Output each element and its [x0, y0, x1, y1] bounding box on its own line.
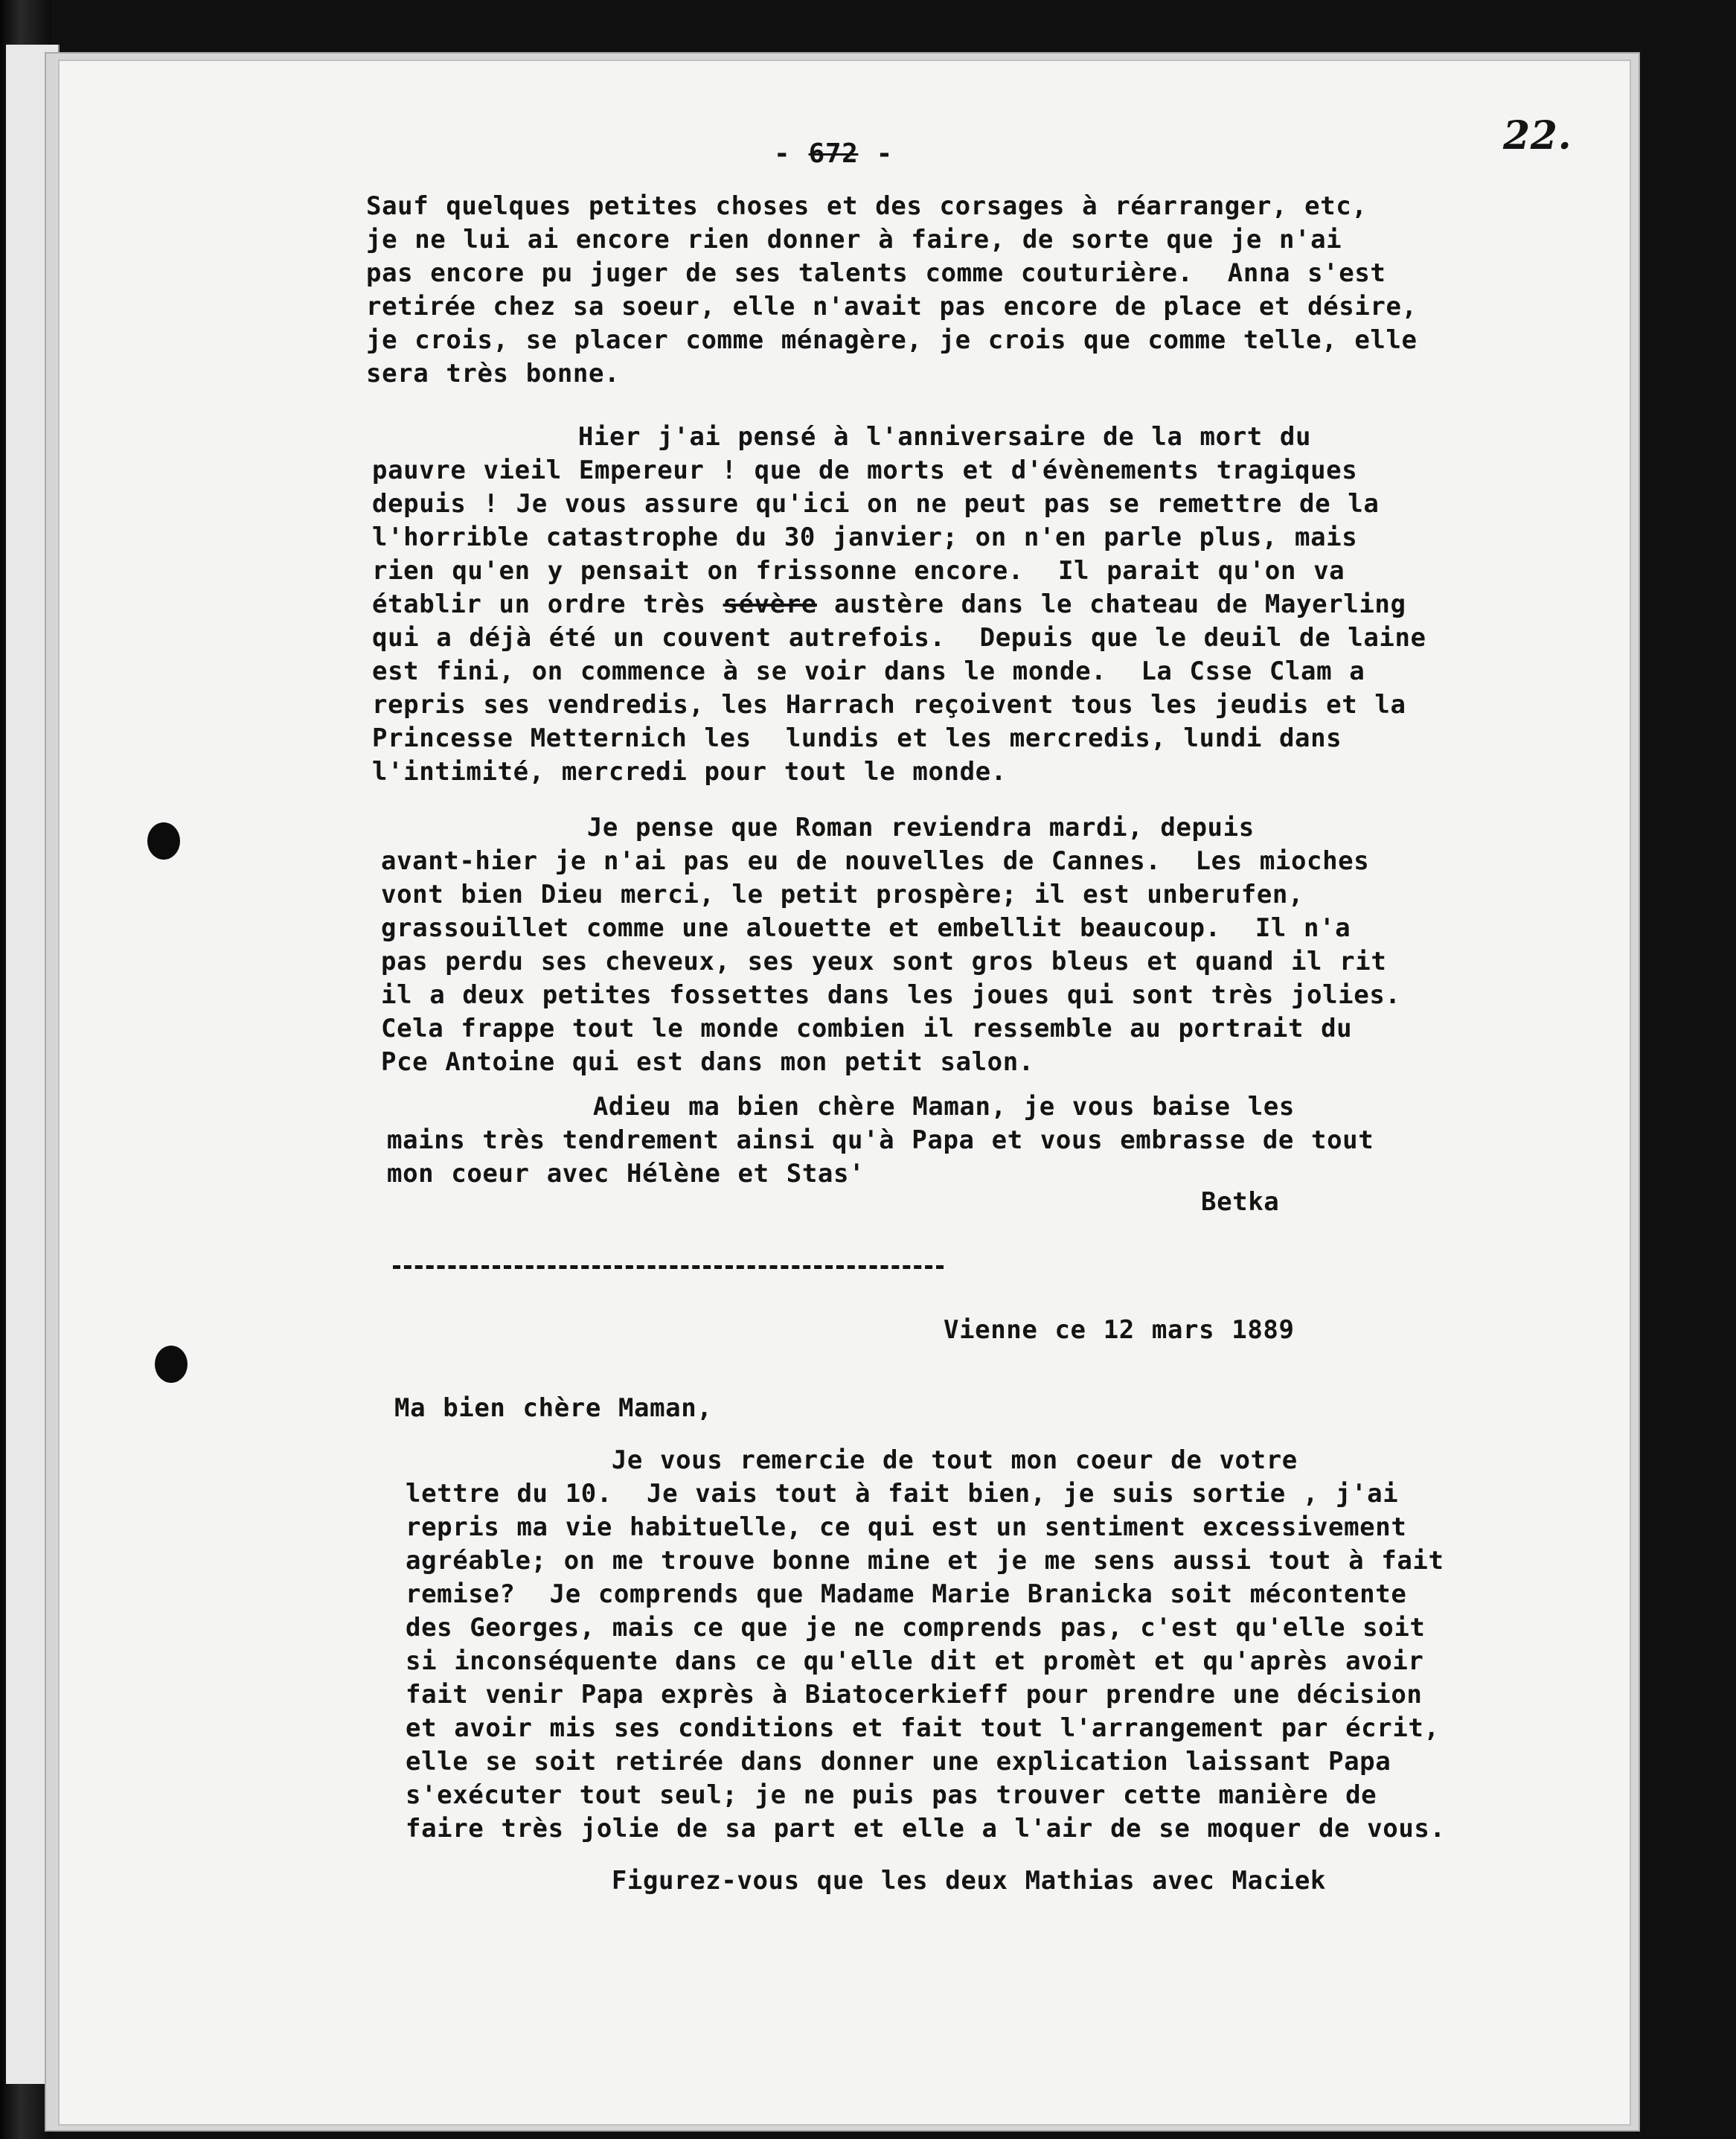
- text-line: il a deux petites fossettes dans les joues qui sont très jolies.: [381, 980, 1401, 1010]
- handwritten-folio: 22.: [1503, 113, 1572, 159]
- text-line: Je pense que Roman reviendra mardi, depuis: [381, 813, 1255, 843]
- text-line: mon coeur avec Hélène et Stas': [387, 1159, 865, 1189]
- text-line: pauvre vieil Empereur ! que de morts et d'évènements tragiques: [372, 455, 1358, 485]
- text-line: s'exécuter tout seul; je ne puis pas trouver cette manière de: [406, 1780, 1377, 1810]
- letter-separator: [393, 1265, 944, 1269]
- page-number-prefix: -: [774, 138, 809, 169]
- text-fragment: austère dans le chateau de Mayerling: [816, 589, 1406, 619]
- text-line: lettre du 10. Je vais tout à fait bien, je suis sortie , j'ai: [406, 1479, 1399, 1509]
- text-fragment: établir un ordre très: [372, 589, 723, 619]
- text-line: si inconséquente dans ce qu'elle dit et promèt et qu'après avoir: [406, 1646, 1424, 1676]
- text-line: qui a déjà été un couvent autrefois. Depuis que le deuil de laine: [372, 623, 1426, 653]
- text-line: pas perdu ses cheveux, ses yeux sont gros bleus et quand il rit: [381, 947, 1387, 976]
- text-line: Sauf quelques petites choses et des corsages à réarranger, etc,: [366, 191, 1368, 221]
- text-line: je ne lui ai encore rien donner à faire, de sorte que je n'ai: [366, 225, 1342, 255]
- text-line: remise? Je comprends que Madame Marie Branicka soit mécontente: [406, 1579, 1407, 1609]
- text-line: agréable; on me trouve bonne mine et je me sens aussi tout à fait: [406, 1546, 1444, 1576]
- salutation: Ma bien chère Maman,: [394, 1393, 713, 1423]
- text-line: repris ses vendredis, les Harrach reçoivent tous les jeudis et la: [372, 690, 1406, 720]
- text-line: Adieu ma bien chère Maman, je vous baise les: [387, 1092, 1295, 1122]
- text-line: rien qu'en y pensait on frissonne encore. Il parait qu'on va: [372, 556, 1345, 586]
- text-line: et avoir mis ses conditions et fait tout l'arrangement par écrit,: [406, 1713, 1440, 1743]
- text-line: Cela frappe tout le monde combien il ressemble au portrait du: [381, 1014, 1353, 1043]
- text-line: vont bien Dieu merci, le petit prospère; il est unberufen,: [381, 880, 1304, 909]
- text-line: Figurez-vous que les deux Mathias avec Maciek: [406, 1866, 1326, 1896]
- text-line: Princesse Metternich les lundis et les mercredis, lundi dans: [372, 723, 1342, 753]
- text-line: repris ma vie habituelle, ce qui est un sentiment excessivement: [406, 1512, 1407, 1542]
- text-line: je crois, se placer comme ménagère, je crois que comme telle, elle: [366, 325, 1418, 355]
- text-line: l'intimité, mercredi pour tout le monde.: [372, 757, 1007, 787]
- text-line: faire très jolie de sa part et elle a l'air de se moquer de vous.: [406, 1814, 1446, 1844]
- text-line: depuis ! Je vous assure qu'ici on ne peut pas se remettre de la: [372, 489, 1380, 519]
- text-line: fait venir Papa exprès à Biatocerkieff pour prendre une décision: [406, 1680, 1423, 1710]
- page-number-suffix: -: [858, 138, 893, 169]
- text-line: [372, 589, 1406, 619]
- text-line: pas encore pu juger de ses talents comme couturière. Anna s'est: [366, 258, 1386, 288]
- struck-out-word: sévère: [723, 589, 817, 619]
- text-line: des Georges, mais ce que je ne comprends pas, c'est qu'elle soit: [406, 1613, 1426, 1643]
- text-line: sera très bonne.: [366, 359, 621, 389]
- text-line: retirée chez sa soeur, elle n'avait pas encore de place et désire,: [366, 292, 1418, 322]
- text-line: grassouillet comme une alouette et embellit beaucoup. Il n'a: [381, 913, 1351, 943]
- text-line: Je vous remercie de tout mon coeur de votre: [406, 1445, 1298, 1475]
- text-line: mains très tendrement ainsi qu'à Papa et vous embrasse de tout: [387, 1125, 1374, 1155]
- page-number-struck: 672: [808, 138, 859, 169]
- text-line: Pce Antoine qui est dans mon petit salon.: [381, 1047, 1034, 1077]
- text-line: avant-hier je n'ai pas eu de nouvelles de Cannes. Les mioches: [381, 846, 1370, 876]
- page-number: [774, 138, 893, 169]
- signature: Betka: [1201, 1187, 1280, 1217]
- dateline: Vienne ce 12 mars 1889: [944, 1315, 1295, 1345]
- text-line: Hier j'ai pensé à l'anniversaire de la mort du: [372, 422, 1312, 452]
- text-line: l'horrible catastrophe du 30 janvier; on n'en parle plus, mais: [372, 522, 1358, 552]
- text-line: est fini, on commence à se voir dans le monde. La Csse Clam a: [372, 656, 1365, 686]
- text-line: elle se soit retirée dans donner une explication laissant Papa: [406, 1747, 1391, 1777]
